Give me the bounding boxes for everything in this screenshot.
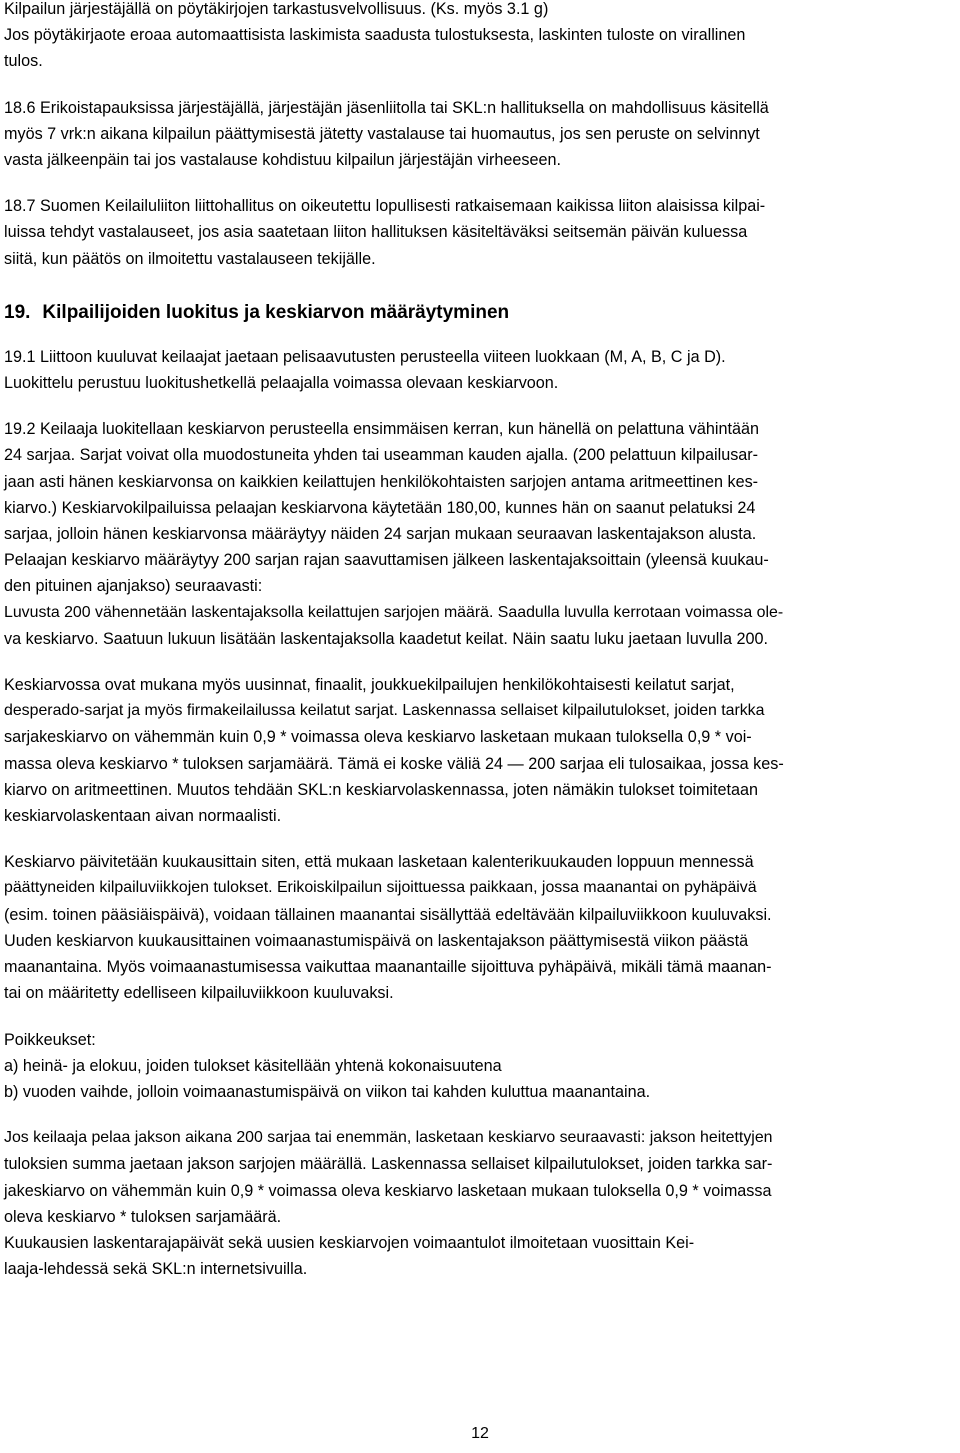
paragraph-jos [4, 1125, 954, 1282]
section-title: Kilpailijoiden luokitus ja keskiarvon määräytyminen [42, 301, 510, 323]
paragraph-paivitetaan [4, 849, 954, 1006]
text-line: 19.2 Keilaaja luokitellaan keskiarvon perusteella ensimmäisen kerran, kun hänellä on pelattuna vähintään [4, 420, 759, 439]
text-line: Kuukausien laskentarajapäivät sekä uusien keskiarvojen voimaantulot ilmoitetaan vuosittain Kei- [4, 1233, 695, 1252]
text-line: Jos keilaaja pelaa jakson aikana 200 sarjaa tai enemmän, lasketaan keskiarvo seuraavasti: jakson heitettyjen [4, 1129, 773, 1147]
document-page [4, 0, 954, 1282]
text-line: va keskiarvo. Saatuun lukuun lisätään laskentajaksolla kaadetut keilat. Näin saatu luku jaetaan luvulla 200. [4, 629, 768, 648]
text-line: myös 7 vrk:n aikana kilpailun päättymisestä jätetty vastalause tai huomautus, jos sen peruste on selvinnyt [4, 124, 760, 143]
text-line: 18.7 Suomen Keilailuliiton liittohallitus on oikeutettu lopullisesti ratkaisemaan kaikissa liiton alaisissa kilpai- [4, 197, 766, 216]
text-line: 19.1 Liittoon kuuluvat keilaajat jaetaan pelisaavutusten perusteella viiteen luokkaan (M, A, B, C ja D). [4, 347, 726, 366]
text-line: Poikkeukset: [4, 1030, 96, 1049]
text-line: päättyneiden kilpailuviikkojen tulokset. Erikoiskilpailun sijoittuessa paikkaan, jossa maanantai on pyhäpäivä [4, 879, 757, 897]
text-line: den pituinen ajanjakso) seuraavasti: [4, 577, 263, 596]
text-line: oleva keskiarvo * tuloksen sarjamäärä. [4, 1207, 282, 1226]
page-number: 12 [471, 1425, 489, 1442]
paragraph-top [4, 0, 954, 75]
text-line: kiarvo.) Keskiarvokilpailuissa pelaajan keskiarvona käytetään 180,00, kunnes hän on saanut pelatuksi 24 [4, 498, 756, 517]
section-number: 19. [4, 301, 31, 323]
text-line: laaja-lehdessä sekä SKL:n internetsivuilla. [4, 1260, 308, 1279]
text-line: jakeskiarvo on vähemmän kuin 0,9 * voimassa oleva keskiarvo lasketaan mukaan tuloksella 0,9 * voimassa [4, 1181, 772, 1200]
text-line: Keskiarvossa ovat mukana myös uusinnat, finaalit, joukkuekilpailujen henkilökohtaisesti keilatut sarjat, [4, 676, 735, 695]
text-line: (esim. toinen pääsiäispäivä), voidaan tällainen maanantai sisällyttää edeltävään kilpailuviikkoon kuuluvaksi. [4, 905, 772, 924]
paragraph-18-6 [4, 95, 954, 174]
text-line: Pelaajan keskiarvo määräytyy 200 sarjan rajan saavuttamisen jälkeen laskentajaksoittain (yleensä kuukau- [4, 551, 769, 570]
text-line: kiarvo on aritmeettinen. Muutos tehdään SKL:n keskiarvolaskennassa, joten nämäkin tulokset toimitetaan [4, 780, 759, 799]
paragraph-19-1 [4, 344, 954, 396]
text-line: Kilpailun järjestäjällä on pöytäkirjojen tarkastusvelvollisuus. (Ks. myös 3.1 g) [4, 0, 549, 18]
text-line: tuloksien summa jaetaan jakson sarjojen määrällä. Laskennassa sellaiset kilpailutulokset, joiden tarkka sar- [4, 1155, 773, 1174]
text-line: sarjaa, jolloin hänen keskiarvonsa määräytyy näiden 24 sarjan mukaan seuraavan laskentajakson alusta. [4, 525, 757, 544]
paragraph-poikkeukset [4, 1027, 954, 1106]
list-item: b) vuoden vaihde, jolloin voimaanastumispäivä on viikon tai kahden kuluttua maanantaina. [4, 1082, 651, 1101]
text-line: Luokittelu perustuu luokitushetkellä pelaajalla voimassa olevaan keskiarvoon. [4, 374, 559, 393]
section-19-heading [4, 300, 954, 326]
text-line: massa oleva keskiarvo * tuloksen sarjamäärä. Tämä ei koske väliä 24 — 200 sarjaa eli tulosaikaa, jossa kes- [4, 754, 784, 773]
text-line: 24 sarjaa. Sarjat voivat olla muodostuneita yhden tai useamman kauden ajalla. (200 pelattuun kilpailusar- [4, 446, 759, 465]
list-item: a) heinä- ja elokuu, joiden tulokset käsitellään yhtenä kokonaisuutena [4, 1056, 502, 1075]
text-line: 18.6 Erikoistapauksissa järjestäjällä, järjestäjän jäsenliitolla tai SKL:n hallituksella on mahdollisuus käsitellä [4, 98, 769, 117]
text-line: Luvusta 200 vähennetään laskentajaksolla keilattujen sarjojen määrä. Saadulla luvulla kerrotaan voimassa ole- [4, 603, 784, 621]
text-line: Uuden keskiarvon kuukausittainen voimaanastumispäivä on laskentajakson päättymisestä viikon päästä [4, 931, 749, 950]
text-line: Keskiarvo päivitetään kuukausittain siten, että mukaan lasketaan kalenterikuukauden loppuun mennessä [4, 853, 754, 872]
text-line: tulos. [4, 52, 43, 71]
text-line: jaan asti hänen keskiarvonsa on kaikkien keilattujen henkilökohtaisten sarjojen antama aritmeettinen kes- [4, 472, 759, 491]
text-line: sarjakeskiarvo on vähemmän kuin 0,9 * voimassa oleva keskiarvo lasketaan mukaan tuloksella 0,9 * voi- [4, 728, 752, 747]
text-line: maanantaina. Myös voimaanastumisessa vaikuttaa maanantaille sijoittuva pyhäpäivä, mikäli tämä maanan- [4, 958, 772, 977]
paragraph-keskiarvossa [4, 672, 954, 829]
text-line: desperado-sarjat ja myös firmakeilailussa keilatut sarjat. Laskennassa sellaiset kilpailutulokset, joiden tarkka [4, 702, 765, 720]
paragraph-18-7 [4, 193, 954, 272]
text-line: Jos pöytäkirjaote eroaa automaattisista laskimista saadusta tulostuksesta, laskinten tuloste on virallinen [4, 26, 746, 45]
text-line: siitä, kun päätös on ilmoitettu vastalauseen tekijälle. [4, 249, 376, 268]
text-line: vasta jälkeenpäin tai jos vastalause kohdistuu kilpailun järjestäjän virheeseen. [4, 151, 562, 170]
text-line: keskiarvolaskentaan aivan normaalisti. [4, 807, 282, 826]
text-line: luissa tehdyt vastalauseet, jos asia saatetaan liiton hallituksen käsiteltäväksi seitsemän päivän kuluessa [4, 223, 748, 242]
paragraph-19-2 [4, 416, 954, 652]
text-line: tai on määritetty edelliseen kilpailuviikkoon kuuluvaksi. [4, 984, 394, 1003]
